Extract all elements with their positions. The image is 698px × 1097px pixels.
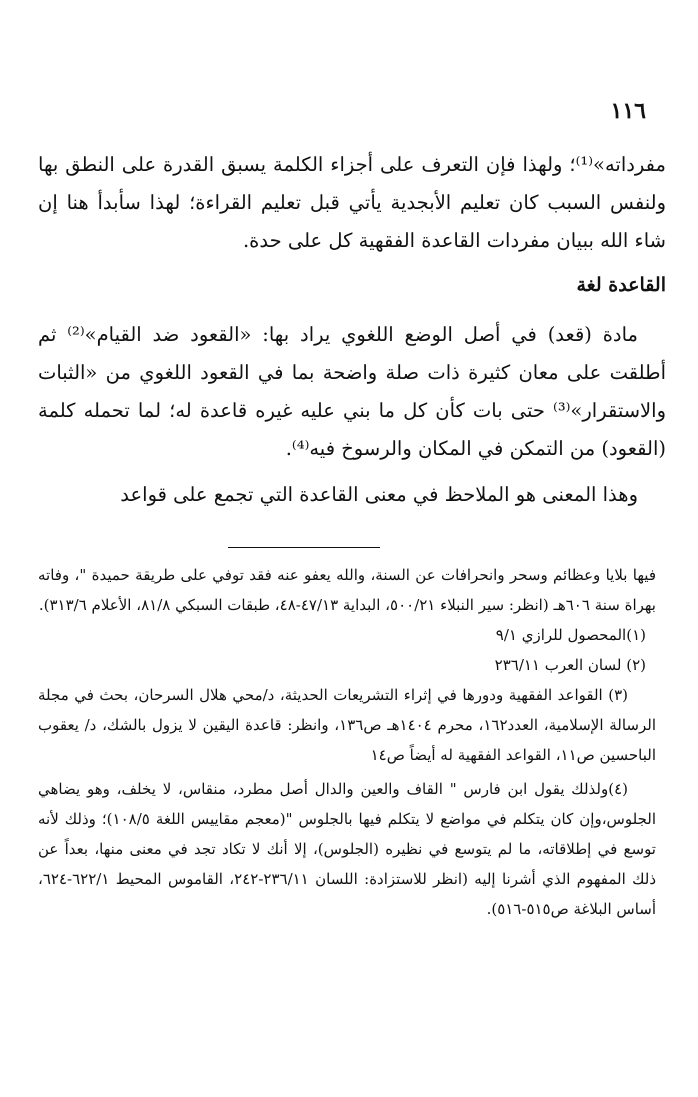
footnote-4: (٤)ولذلك يقول ابن فارس " القاف والعين والدال أصل مطرد، منقاس، لا يخلف، وهو يضاهي الجلوس،وإن كان يتكلم في مواضع لا يتكلم فيها بالجلوس "(معجم مقاييس اللغة ١٠٨/٥)؛ وذلك لأنه توسع في إطلاقاته، ما لم يتوسع في نظيره (الجلوس)، إلا أنك لا تكاد تجد في معنى منها، بعداً عن ذلك المفهوم الذي أشرنا إليه (انظر للاستزادة: اللسان ٢٣٦/١١-٢٤٢، القاموس المحيط ٦٢٢/١-٦٢٤، أساس البلاغة ص٥١٥-٥١٦). bbox=[38, 780, 656, 918]
footnote-continuation: فيها بلايا وعظائم وسحر وانحرافات عن السنة، والله يعفو عنه فقد توفي على طريقة حميدة "، وفاته بهراة سنة ٦٠٦هـ (انظر: سير النبلاء ٥٠٠/٢١، البداية ٤٧/١٣-٤٨، طبقات السبكي ٨١/٨، الأعلام ٣١٣/٦). bbox=[38, 566, 656, 614]
footnote-2: (٢) لسان العرب ٢٣٦/١١ bbox=[494, 656, 646, 674]
footnote-1: (١)المحصول للرازي ٩/١ bbox=[495, 626, 646, 644]
main-text bbox=[38, 146, 666, 514]
page-number: ١١٦ bbox=[610, 98, 646, 124]
section-heading: القاعدة لغة bbox=[576, 274, 666, 296]
paragraph-3: وهذا المعنى هو الملاحظ في معنى القاعدة التي تجمع على قواعد bbox=[120, 483, 638, 506]
footnote-3: (٣) القواعد الفقهية ودورها في إثراء التشريعات الحديثة، د/محي هلال السرحان، بحث في مجلة الرسالة الإسلامية، العدد١٦٢، محرم ١٤٠٤هـ ص١٣٦، وانظر: قاعدة اليقين لا يزول بالشك، د/ يعقوب الباحسين ص١١، القواعد الفقهية له أيضاً ص١٤ bbox=[38, 686, 656, 764]
footnotes bbox=[38, 560, 656, 924]
footnote-divider bbox=[228, 547, 380, 548]
paragraph-2: مادة (قعد) في أصل الوضع اللغوي يراد بها: «القعود ضد القيام»⁽²⁾ ثم أطلقت على معان كثيرة ذات صلة واضحة بما في القعود اللغوي من «الثبات والاستقرار»⁽³⁾ حتى بات كأن كل ما بني عليه غيره قاعدة له؛ لما تحمله كلمة (القعود) من التمكن في المكان والرسوخ فيه⁽⁴⁾. bbox=[38, 323, 666, 460]
paragraph-1: مفرداته»⁽¹⁾؛ ولهذا فإن التعرف على أجزاء الكلمة يسبق القدرة على النطق بها ولنفس السبب كان تعليم الأبجدية يأتي قبل تعليم القراءة؛ لهذا سأبدأ هنا إن شاء الله ببيان مفردات القاعدة الفقهية كل على حدة. bbox=[38, 153, 666, 252]
